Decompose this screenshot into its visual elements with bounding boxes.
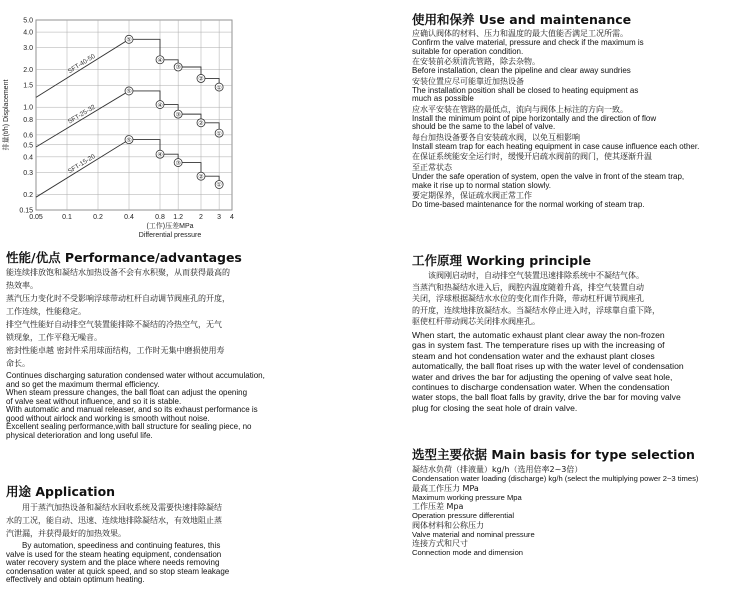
x-axis-label-cn: (工作)压差MPa — [146, 223, 194, 230]
performance-line: 工作连续，性能稳定。 — [6, 307, 86, 316]
working-en-line: water stops, the ball float falls by gravity, drive the bar for moving valve — [412, 392, 681, 403]
application-cn-line: 汽泄漏，并获得最好的加热效果。 — [6, 529, 126, 538]
marker-label: ③ — [175, 160, 181, 167]
working-cn-line: 驱使杠杆带动阀芯关闭排水阀座孔。 — [412, 317, 540, 326]
working-section — [412, 253, 752, 413]
performance-en-line: When steam pressure changes, the ball float can adjust the opening — [6, 388, 248, 397]
performance-en-line: good without airlock and working is smooth without noise. — [6, 413, 210, 423]
performance-line: 排空气性能好自动排空气装置能排除不凝结的冷热空气，无气 — [6, 320, 222, 329]
maintenance-item-en: Under the safe operation of system, open the valve in front of the steam trap, — [412, 172, 685, 181]
x-tick-label: 0.1 — [62, 214, 72, 221]
maintenance-item-cn: 每台加热设备要各自安装疏水阀，以免互相影响 — [412, 132, 580, 142]
performance-en-line: of valve seat without influence, and so it is stable. — [6, 396, 182, 406]
y-tick-label: 2.0 — [23, 67, 33, 75]
maintenance-list — [412, 29, 752, 210]
x-tick-label: 0.4 — [124, 214, 134, 221]
performance-en-line: Excellent sealing performance,with ball structure for sealing piece, no — [6, 422, 252, 431]
x-tick-label: 2 — [199, 214, 203, 221]
marker-label: ② — [198, 76, 204, 83]
series-line — [36, 37, 132, 97]
maintenance-item-en: make it rise up to normal station slowly. — [412, 180, 552, 190]
y-tick-label: 0.2 — [23, 191, 33, 199]
selection-item-en: Operation pressure differential — [412, 511, 515, 520]
chart-svg — [0, 8, 260, 240]
selection-item-en: Valve material and nominal pressure — [412, 529, 535, 539]
maintenance-item-en: should be the same to the label of valve. — [412, 122, 556, 131]
performance-cn-text — [6, 268, 306, 369]
working-en-line: automatically, the ball float rises up with the water level of condensation — [412, 361, 684, 372]
performance-section — [6, 250, 306, 440]
marker-label: ④ — [157, 57, 163, 64]
performance-en-line: and so get the maximum thermal efficiency. — [6, 379, 160, 389]
maintenance-item-en: Confirm the valve material, pressure and check if the maximum is — [412, 38, 644, 47]
performance-line: 蒸汽压力变化时不受影响浮球带动杠杆自动调节阀座孔的开度， — [6, 294, 230, 303]
y-tick-label: 3.0 — [23, 45, 33, 53]
plot-frame — [36, 20, 232, 210]
marker-label: ④ — [157, 152, 163, 159]
marker-label: ⑤ — [126, 37, 132, 44]
maintenance-item-cn: 在安装前必须清洗管路，除去杂物。 — [412, 57, 540, 66]
selection-item-en: Maximum working pressure Mpa — [412, 492, 522, 502]
application-cn-line: 用于蒸汽加热设备和凝结水回收系统及需要快速排除凝结 — [22, 503, 222, 512]
y-tick-label: 0.15 — [19, 207, 33, 215]
performance-en-line: physical deterioration and long useful life. — [6, 430, 153, 440]
application-en-line: effectively and obtain optimum heating. — [6, 575, 145, 584]
maintenance-item-en: The installation position shall be closed to heating equipment as — [412, 85, 639, 95]
working-cn-line: 关闭，浮球根据凝结水水位的变化而作升降，带动杠杆调节阀座孔 — [412, 294, 644, 303]
working-en-line: plug for closing the seat hole of drain valve. — [412, 402, 578, 413]
working-en-line: When start, the automatic exhaust plant clear away the non-frozen — [412, 330, 665, 340]
series-label: SFT-15-20 — [66, 153, 97, 176]
x-tick-label: 0.2 — [93, 214, 103, 221]
x-tick-label: 4 — [230, 214, 234, 221]
step-line — [129, 39, 160, 59]
marker-label: ② — [198, 120, 204, 127]
maintenance-item-en: much as possible — [412, 94, 474, 103]
y-axis-label: 排量(t/h) Displacement — [3, 79, 10, 151]
application-en-line: condensation water at quick speed, and so stop steam leakage — [6, 566, 230, 576]
selection-item-cn: 凝结水负荷（排液量）kg/h（选用倍率2~3倍） — [412, 465, 583, 474]
working-cn-line: 当蒸汽和热凝结水进入后，阀腔内温度随着升高，排空气装置自动 — [412, 282, 644, 292]
series-line — [36, 91, 132, 147]
performance-line: 命长。 — [6, 359, 30, 368]
working-cn-line: 的开度，连续地排放凝结水。当凝结水停止进入时，浮球靠自重下降， — [412, 305, 660, 315]
marker-label: ⑤ — [126, 137, 132, 144]
marker-label: ① — [216, 131, 222, 138]
selection-item-en: Condensation water loading (discharge) kg/h (select the multiplying power 2~3 times) — [412, 474, 699, 483]
marker-label: ③ — [175, 65, 181, 72]
performance-line: 热效率。 — [6, 281, 38, 290]
x-tick-label: 3 — [217, 214, 222, 221]
selection-list — [412, 465, 752, 558]
y-tick-label: 5.0 — [23, 17, 33, 25]
marker-label: ⑤ — [126, 89, 132, 96]
maintenance-item-en: suitable for operation condition. — [412, 46, 524, 56]
maintenance-item-cn: 要定期保养，保证疏水阀正常工作 — [412, 191, 532, 200]
selection-item-cn: 工作压差 Mpa — [412, 502, 464, 511]
selection-item-cn: 阀体材料和公称压力 — [412, 520, 484, 530]
marker-label: ③ — [175, 112, 181, 119]
marker-label: ② — [198, 174, 204, 181]
working-en-text — [412, 330, 752, 413]
y-tick-label: 0.3 — [23, 169, 33, 177]
y-tick-label: 4.0 — [23, 29, 33, 37]
performance-en-line: With automatic and manual releaser, and so its exhaust performance is — [6, 405, 258, 414]
step-line — [129, 91, 160, 105]
application-cn-line: 水的工况，能自动、迅速、连续地排除凝结水，有效地阻止蒸 — [6, 516, 222, 525]
y-tick-label: 0.6 — [23, 132, 33, 140]
application-en-line: water recovery system and the place where needs removing — [6, 558, 220, 567]
selection-section — [412, 447, 752, 558]
marker-label: ① — [216, 85, 222, 92]
performance-line: 锁现象，工作平稳无噪音。 — [6, 333, 102, 342]
series-label: SFT-40-50 — [66, 52, 97, 76]
maintenance-item-en: Do time-based maintenance for the normal working of steam trap. — [412, 200, 645, 209]
marker-label: ④ — [157, 102, 163, 109]
step-line — [129, 140, 160, 155]
maintenance-item-en: Install steam trap for each heating equipment in case cause influence each other. — [412, 141, 700, 151]
working-en-line: gas in system fast. The temperature rises up with the increasing of — [412, 340, 665, 351]
selection-item-cn: 最高工作压力 MPa — [412, 483, 479, 493]
maintenance-item-cn: 至正常状态 — [412, 163, 452, 172]
working-cn-line: 该阀刚启动时，自动排空气装置迅速排除系统中不凝结气体。 — [428, 271, 644, 280]
application-section — [6, 484, 306, 585]
series-line — [36, 140, 129, 198]
displacement-chart — [0, 8, 260, 240]
x-tick-label: 1.2 — [173, 214, 184, 221]
application-en-line: By automation, speediness and continuing features, this — [22, 541, 221, 550]
selection-item-cn: 连接方式和尺寸 — [412, 539, 468, 548]
working-en-line: steam and hot condensation water and the exhaust plant closes — [412, 350, 655, 361]
x-tick-label: 0.05 — [29, 214, 43, 221]
performance-en-line: Continues discharging saturation condensed water without accumulation, — [6, 371, 265, 380]
working-en-line: water and drives the bar for adjusting the opening of valve seat hole, — [412, 371, 673, 382]
selection-item-en: Connection mode and dimension — [412, 548, 524, 557]
maintenance-section — [412, 12, 752, 210]
y-tick-label: 1.0 — [23, 104, 33, 112]
working-en-line: continues to discharge condensation water. When the condensation — [412, 382, 670, 393]
performance-line: 密封性能卓越 密封件采用球面结构，工作时无集中磨损使用寿 — [6, 346, 225, 355]
performance-title: 性能/优点 Performance/advantages — [6, 250, 242, 265]
performance-en-text — [6, 372, 306, 440]
application-en-line: valve is used for the steam heating equipment, condensation — [6, 549, 222, 559]
selection-title: 选型主要依据 Main basis for type selection — [412, 447, 695, 462]
x-tick-label: 0.8 — [155, 214, 165, 221]
maintenance-item-cn: 安装位置应尽可能靠近加热设备 — [412, 76, 524, 86]
maintenance-item-cn: 在保证系统能安全运行时，缓慢开启疏水阀前的阀门，使其逐渐升温 — [412, 152, 652, 161]
series-label: SFT-25-32 — [66, 103, 97, 126]
working-cn-text — [412, 271, 752, 327]
application-title: 用途 Application — [6, 484, 116, 499]
y-tick-label: 1.5 — [23, 82, 33, 90]
maintenance-title: 使用和保养 Use and maintenance — [412, 12, 632, 27]
maintenance-item-cn: 应确认阀体的材料、压力和温度的最大值能否满足工况所需。 — [412, 29, 628, 38]
marker-label: ① — [216, 182, 222, 189]
maintenance-item-en: Install the minimum point of pipe horizontally and the direction of flow — [412, 113, 657, 123]
application-cn-text — [6, 503, 306, 539]
maintenance-item-cn: 应水平安装在管路的最低点，流向与阀体上标注的方向一致。 — [412, 104, 628, 114]
working-title: 工作原理 Working principle — [412, 253, 591, 268]
y-tick-label: 0.8 — [23, 116, 33, 124]
y-tick-label: 0.4 — [23, 154, 33, 162]
performance-line: 能连续排放饱和凝结水加热设备不会有水积聚，从而获得最高的 — [6, 268, 230, 277]
maintenance-item-en: Before installation, clean the pipeline and clear away sundries — [412, 66, 631, 75]
application-en-text — [6, 542, 306, 585]
x-axis-label-en: Differential pressure — [138, 232, 202, 239]
y-tick-label: 0.5 — [23, 142, 33, 150]
